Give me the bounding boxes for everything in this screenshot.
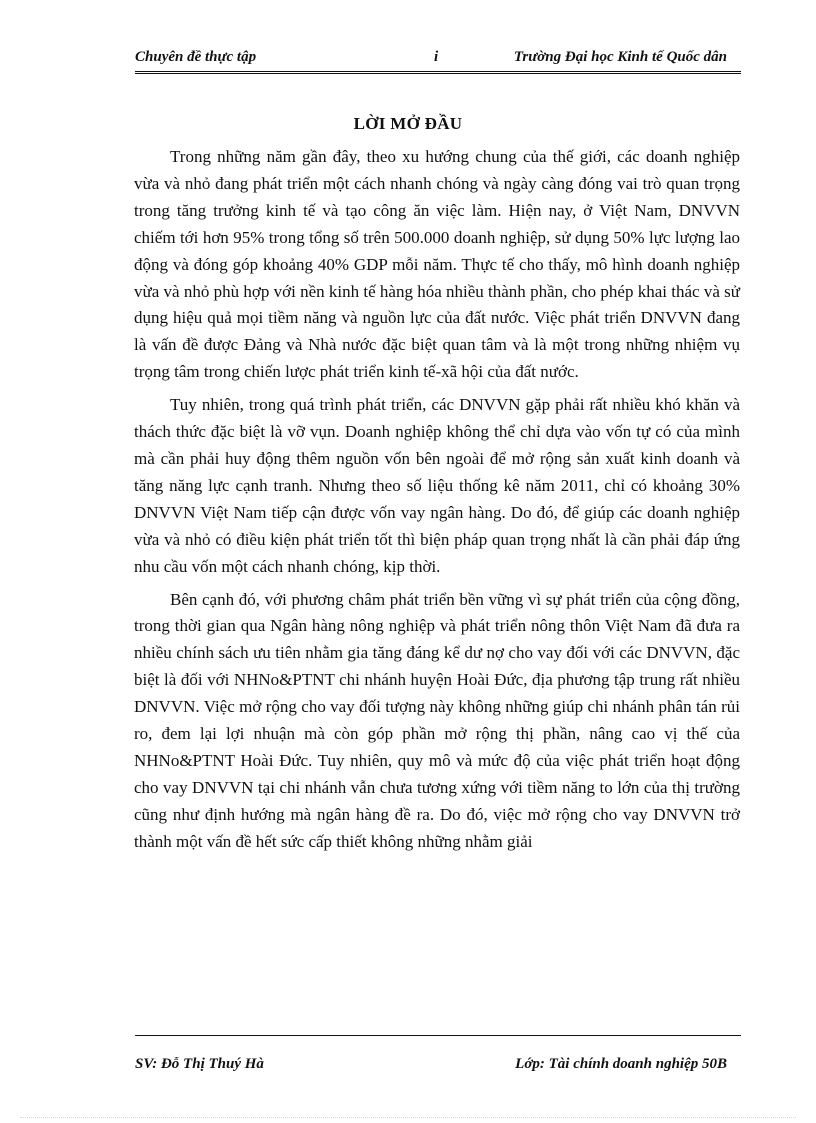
header-page-number: i [434, 49, 439, 65]
page-footer [135, 1056, 741, 1080]
header-report-type: Chuyên đề thực tập [135, 49, 257, 65]
footer-student-name: SV: Đỗ Thị Thuý Hà [135, 1056, 264, 1072]
header-divider [135, 71, 741, 74]
footer-class: Lớp: Tài chính doanh nghiệp 50B [515, 1056, 727, 1072]
paragraph-1: Trong những năm gần đây, theo xu hướng chung của thế giới, các doanh nghiệp vừa và nhỏ đang phát triển một cách nhanh chóng và ngày càng đóng vai trò quan trọng trong tăng trưởng kinh tế và tạo công ăn việc làm. Hiện nay, ở Việt Nam, DNVVN chiếm tới hơn 95% trong tổng số trên 500.000 doanh nghiệp, sử dụng 50% lực lượng lao động và đóng góp khoảng 40% GDP mỗi năm. Thực tế cho thấy, mô hình doanh nghiệp vừa và nhỏ phù hợp với nền kinh tế hàng hóa nhiều thành phần, cho phép khai thác và sử dụng hiệu quả mọi tiềm năng và nguồn lực của đất nước. Việc phát triển DNVVN đang là vấn đề được Đảng và Nhà nước đặc biệt quan tâm và là một trong những nhiệm vụ trọng tâm trong chiến lược phát triển kinh tế-xã hội của đất nước. [134, 147, 740, 382]
paragraph-3: Bên cạnh đó, với phương châm phát triển bền vững vì sự phát triển của cộng đồng, trong thời gian qua Ngân hàng nông nghiệp và phát triển nông thôn Việt Nam đã đưa ra nhiều chính sách ưu tiên nhằm gia tăng đáng kể dư nợ cho vay đối với các DNVVN, đặc biệt là đối với NHNo&PTNT chi nhánh huyện Hoài Đức, địa phương tập trung rất nhiều DNVVN. Việc mở rộng cho vay đối tượng này không những giúp chi nhánh phân tán rủi ro, đem lại lợi nhuận mà còn góp phần mở rộng thị phần, nâng cao vị thế của NHNo&PTNT Hoài Đức. Tuy nhiên, quy mô và mức độ của việc phát triển hoạt động cho vay DNVVN tại chi nhánh vẫn chưa tương xứng với tiềm năng to lớn của thị trường cũng như định hướng mà ngân hàng đề ra. Do đó, việc mở rộng cho vay DNVVN trở thành một vấn đề hết sức cấp thiết không những nhằm giải [134, 589, 740, 851]
paragraph-2: Tuy nhiên, trong quá trình phát triển, các DNVVN gặp phải rất nhiều khó khăn và thách thức đặc biệt là vỡ vụn. Doanh nghiệp không thể chỉ dựa vào vốn tự có của mình mà cần phải huy động thêm nguồn vốn bên ngoài để mở rộng sản xuất kinh doanh và tăng năng lực cạnh tranh. Nhưng theo số liệu thống kê năm 2011, chỉ có khoảng 30% DNVVN Việt Nam tiếp cận được vốn vay ngân hàng. Do đó, để giúp các doanh nghiệp vừa và nhỏ có điều kiện phát triển tốt thì biện pháp quan trọng nhất là cần phải đáp ứng nhu cầu vốn một cách nhanh chóng, kịp thời. [134, 395, 740, 576]
header-university: Trường Đại học Kinh tế Quốc dân [513, 49, 727, 65]
page-bottom-edge [20, 1117, 796, 1118]
footer-divider [135, 1035, 741, 1036]
body-text [134, 144, 740, 862]
section-title: LỜI MỞ ĐẦU [353, 114, 463, 133]
page-header [135, 47, 741, 71]
